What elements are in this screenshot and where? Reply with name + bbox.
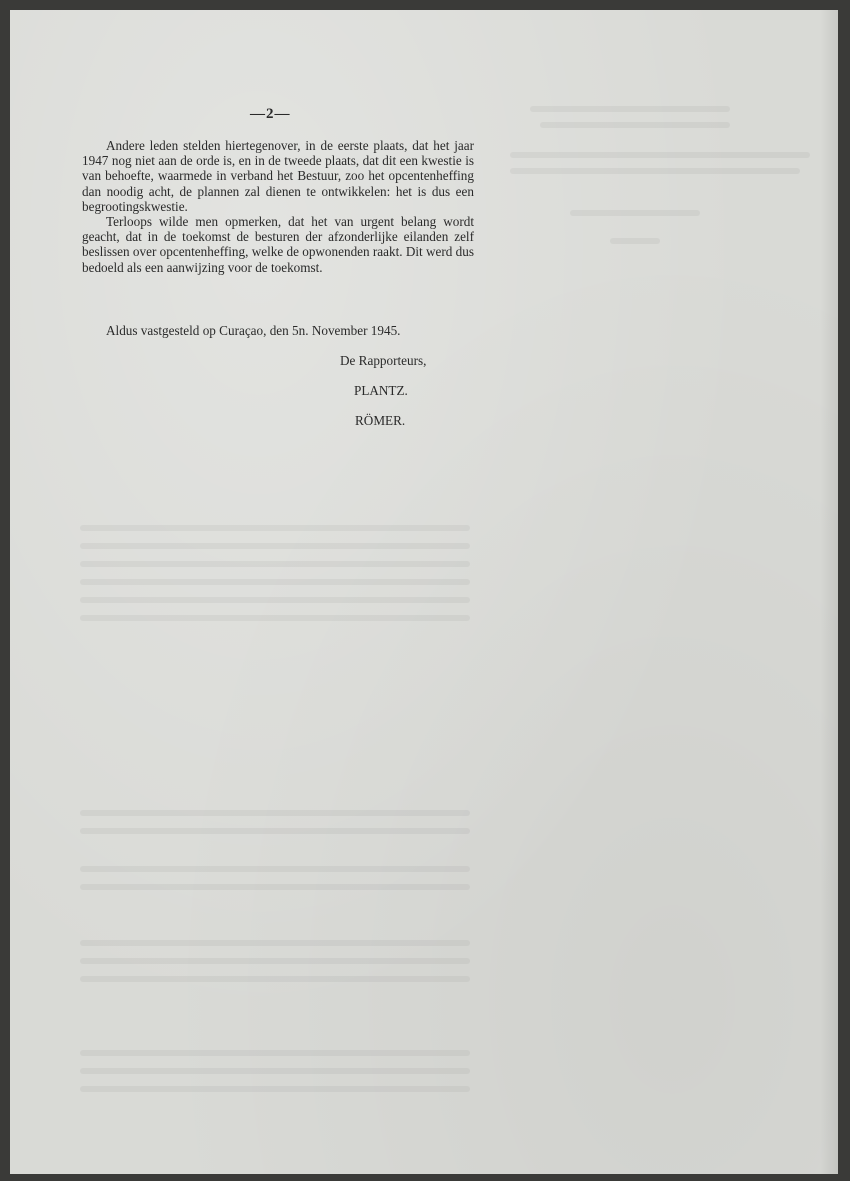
bleed-through-mark [80,1068,470,1074]
bleed-through-mark [610,238,660,244]
page-number: —2— [250,106,291,122]
bleed-through-mark [80,579,470,585]
bleed-through-mark [540,122,730,128]
bleed-through-mark [80,615,470,621]
bleed-through-mark [510,152,810,158]
bleed-through-mark [80,810,470,816]
bleed-through-mark [510,168,800,174]
bleed-through-mark [80,543,470,549]
signatories-title: De Rapporteurs, [340,353,427,368]
bleed-through-mark [80,940,470,946]
body-text [82,138,474,275]
paragraph: Andere leden stelden hiertegenover, in de eerste plaats, dat het jaar 1947 nog niet aan de orde is, en in de tweede plaats, dat dit een kwestie is van behoefte, waarmede in verband het Bestuur, zoo het opcentenheffing dan noodig acht, de plannen zal dienen te ontwikkelen: het is dus een begrootingskwestie. [82,138,474,214]
bleed-through-mark [80,866,470,872]
bleed-through-mark [80,525,470,531]
bleed-through-mark [80,561,470,567]
bleed-through-mark [80,597,470,603]
bleed-through-mark [530,106,730,112]
signatory-name: PLANTZ. [354,383,408,398]
signature-block [340,353,426,429]
bleed-through-mark [80,976,470,982]
closing-line: Aldus vastgesteld op Curaçao, den 5n. November 1945. [106,323,401,338]
page-edge-shadow [820,10,838,1174]
bleed-through-mark [570,210,700,216]
signatory-name: RÖMER. [355,413,406,428]
bleed-through-mark [80,828,470,834]
document-page [10,10,838,1174]
bleed-through-mark [80,884,470,890]
paragraph: Terloops wilde men opmerken, dat het van urgent belang wordt geacht, dat in de toekomst de besturen der afzonderlijke eilanden zelf beslissen over opcentenheffing, welke de opwonenden raakt. Dit werd dus bedoeld als een aanwijzing voor de toekomst. [82,214,474,275]
bleed-through-mark [80,1050,470,1056]
bleed-through-mark [80,1086,470,1092]
bleed-through-mark [80,958,470,964]
